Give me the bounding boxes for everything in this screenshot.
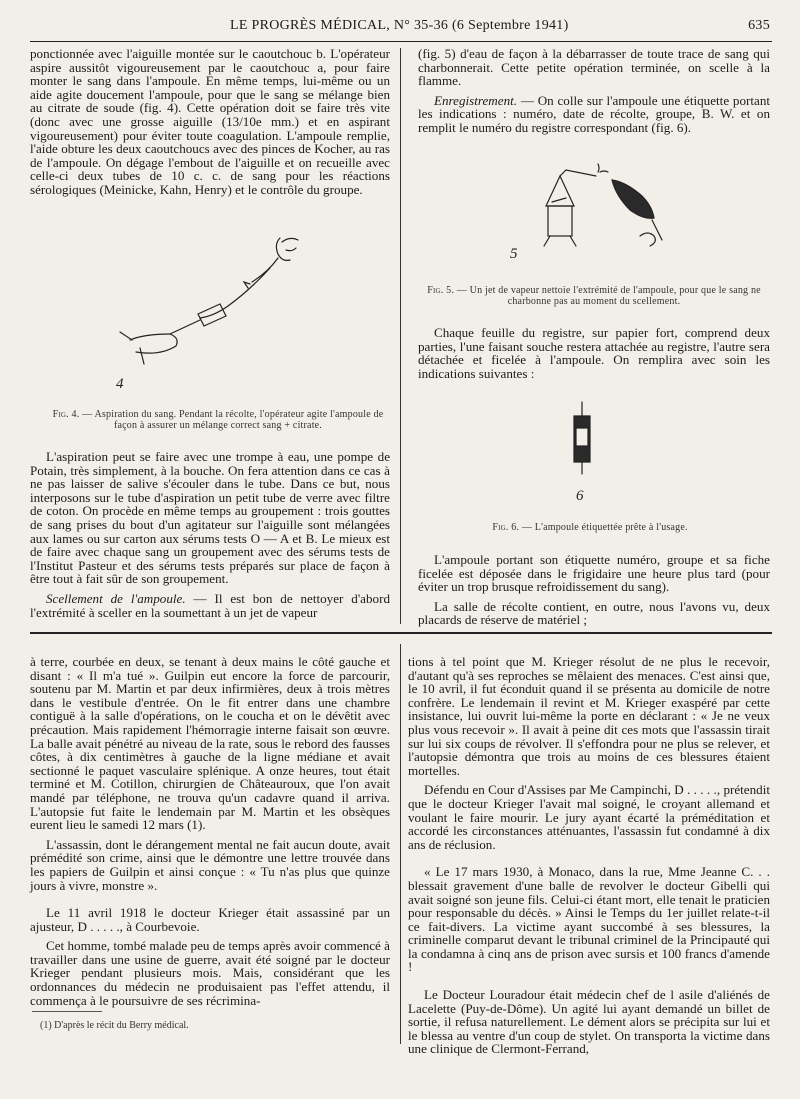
figure-6-label: Fig. 6.	[492, 522, 520, 533]
top-right-column-c	[418, 553, 770, 627]
ampoule-label	[576, 428, 588, 446]
figure-4-caption	[52, 409, 384, 431]
steam-flask	[546, 176, 574, 206]
paragraph-registre: Chaque feuille du registre, sur papier fort, comprend deux parties, l'une faisant souche restera attachée au registre, l'autre sera détachée et ficelée à l'ampoule. On remplira avec soin les indications suivantes :	[418, 325, 770, 381]
heading-scellement: Scellement de l'ampoule.	[46, 590, 186, 606]
top-left-column-a	[30, 47, 390, 197]
paragraph-campinchi: Défendu en Cour d'Assises par Me Campinchi, D . . . . ., prétendit que le docteur Krieger l'avait mal soigné, le croyant allemand et voulant le faire mourir. Le jury ayant écarté la préméditation et accordé les circonstances atténuantes, l'assassin fut condamné à dix ans de réclusion.	[408, 782, 770, 852]
section-separator	[30, 632, 772, 634]
figure-6-text: — L'ampoule étiquettée prête à l'usage.	[519, 522, 688, 533]
header-rule	[30, 41, 772, 42]
aspiration-arrow	[244, 258, 278, 288]
ampoule-sealed	[612, 180, 654, 218]
top-right-column-b	[418, 326, 770, 380]
top-right-column-a	[418, 47, 770, 135]
bottom-column-divider	[400, 644, 401, 1044]
figure-4-number: 4	[116, 376, 124, 392]
paragraph-krieger: Le 11 avril 1918 le docteur Krieger était assassiné par un ajusteur, D . . . . ., à Courbevoie.	[30, 905, 390, 934]
top-column-divider	[400, 48, 401, 624]
paragraph-frigidaire: L'ampoule portant son étiquette numéro, groupe et sa fiche ficelée est déposée dans le frigidaire une heure plus tard (pour éviter un trop brusque refroidissement du sang).	[418, 552, 770, 595]
footnote-rule	[32, 1011, 102, 1012]
figure-4-drawing	[110, 228, 310, 398]
figure-4-text: — Aspiration du sang. Pendant la récolte, l'opérateur agite l'ampoule de façon à assurer un mélange correct sang + citrate.	[79, 409, 384, 431]
paragraph-krieger-end: tions à tel point que M. Krieger résolut de ne plus le recevoir, d'autant qu'à ses reproches se mêlaient des menaces. C'est ainsi que, le 10 avril, il fut éconduit quand il se présenta au domicile de notre confrère. Le lendemain il revint et M. Krieger exaspéré par cette insistance, lui ouvrit lui-même la porte en déclarant : « Je ne veux plus vous recevoir ». Il avait à peine dit ces mots que l'assassin tirait sur lui six coups de révolver. Il s'effondra pour ne plus se relever, et l'autopsie démontra que trois au moins de ces blessures étaient mortelles.	[408, 654, 770, 778]
figure-5-number: 5	[510, 246, 518, 262]
top-left-column-b	[30, 450, 390, 619]
figure-6-drawing	[560, 402, 610, 502]
paragraph-blood-collection: ponctionnée avec l'aiguille montée sur le caoutchouc b. L'opérateur aspire aussitôt vigoureusement par le caoutchouc a, pour faire monter le sang dans l'ampoule. En même temps, lui-même ou un aide agite doucement l'ampoule, pour que le sang se mélange bien au citrate de soude (fig. 4). Cette opération doit se faire très vite (donc avec une grosse aiguille (13/10e mm.) et en aspirant vigoureusement) pour éviter toute coagulation. L'ampoule remplie, l'aide obture les deux caoutchoucs avec des pinces de Kocher, au ras de l'ampoule. On dégage l'embout de l'aiguille et on recueille avec celle-ci deux tubes de 10 c. c. de sang pour les réactions sérologiques (Meinicke, Kahn, Henry) et le contrôle du groupe.	[30, 46, 390, 197]
paragraph-assassin: L'assassin, dont le dérangement mental ne fait aucun doute, avait prémédité son crime, ainsi que le démontre une lettre trouvée dans les papiers de Guilpin et ainsi conçue : « Tu n'as plus que quinze jours à vivre, monstre ».	[30, 836, 390, 893]
figure-5-text: — Un jet de vapeur nettoie l'extrémité de l'ampoule, pour que le sang ne charbonne pas au moment du scellement.	[454, 285, 761, 307]
holding-hand	[640, 220, 662, 246]
paragraph-guilpin: à terre, courbée en deux, se tenant à deux mains le côté gauche et disant : « Il m'a tué ». Guilpin eut encore la force de parcourir, soutenu par M. Martin et par deux infirmières, deux à trois mètres dans le vestibule d'entrée. On le fit entrer dans une chambre contiguë à la salle d'opérations, on le coucha et on le dévêtit avec précaution. Mais rapidement l'hémorragie interne faisait son œuvre. La balle avait pénétré au niveau de la rate, sous le rebord des fausses côtes, à dix centimètres à gauche de la ligne médiane et avait sectionné le paquet vasculaire splénique. A onze heures, tout était terminé et M. Cotillon, chirurgien de Châteauroux, que l'on avait mandé par téléphone, ne trouva qu'un cadavre quand il arriva. L'autopsie fut faite le lendemain par M. Martin et les obsèques eurent lieu le samedi 12 mars (1).	[30, 654, 390, 833]
steam-jet	[560, 164, 608, 176]
operator-face-sketch	[276, 238, 298, 260]
bottom-right-column	[408, 655, 770, 1056]
paragraph-monaco: « Le 17 mars 1930, à Monaco, dans la rue, Mme Jeanne C. . . blessait gravement d'une balle de revolver le docteur Gibelli qui avait soigné son jeune fils. Celui-ci étant mort, elle tenait le praticien pour responsable du décès. » Ainsi le Temps du 1er juillet relate-t-il ce fait-divers. La victime ayant succombé à ses blessures, la criminelle comparut devant le tribunal criminel de la Principauté qui la condamna à cinq ans de prison avec sursis et 100 francs d'amende !	[408, 864, 770, 975]
paragraph-cet-homme: Cet homme, tombé malade peu de temps après avoir commencé à travailler dans une usine de guerre, avait été soigné par le docteur Krieger pendant plusieurs mois. Mais, considérant que les ordonnances du médecin ne produisaient pas l'effet attendu, il commença à le poursuivre de ses récrimina-	[30, 938, 390, 1008]
paragraph-steam: (fig. 5) d'eau de façon à la débarrasser de toute trace de sang qui charbonnerait. Cette petite opération terminée, on scelle à la flamme.	[418, 46, 770, 89]
figure-5-caption	[420, 285, 768, 307]
footnote: (1) D'après le récit du Berry médical.	[40, 1020, 189, 1031]
paragraph-aspiration: L'aspiration peut se faire avec une trompe à eau, une pompe de Potain, très simplement, à la bouche. On fera attention dans ce cas à ne pas laisser de salive s'écouler dans le tube. Dans ce but, nous interposons sur le tube d'aspiration un petit tube de verre avec filtre de coton. On procède en même temps au groupement : trois gouttes de sang prises du bout d'un agitateur sur l'aiguille sont mélangées aux lames ou sur carton aux sérums tests O — A et B. Le mieux est de faire avec chaque sang un groupement avec des sérums tests de l'Institut Pasteur et des sérums tests préparés sur place de façon à être tout à fait sûr de son groupement.	[30, 449, 390, 587]
paragraph-scellement: — Il est bon de nettoyer d'abord l'extrémité à sceller en la soumettant à un jet de vapeur	[30, 590, 390, 620]
figure-5-label: Fig. 5.	[427, 285, 455, 296]
figure-4-label: Fig. 4.	[52, 409, 80, 420]
page-header	[30, 18, 770, 40]
flask-stand	[548, 206, 572, 236]
paragraph-louradour: Le Docteur Louradour était médecin chef de l asile d'aliénés de Lacelette (Puy-de-Dôme). Un agité lui ayant demandé un billet de sortie, il refusa naturellement. Le dément alors se précipita sur lui et le blessa au ventre d'un coup de stylet. On transporta la victime dans une clinique de Clermont-Ferrand,	[408, 987, 770, 1057]
aspiration-tube	[200, 268, 270, 318]
paragraph-salle: La salle de récolte contient, en outre, nous l'avons vu, deux placards de réserve de matériel ;	[418, 598, 770, 628]
figure-6-number: 6	[576, 488, 584, 504]
bottom-left-column	[30, 655, 390, 1007]
paragraph-enregistrement: — On colle sur l'ampoule une étiquette portant les indications : numéro, date de récolte, groupe, B. W. et on remplit le numéro du registre correspondant (fig. 6).	[418, 92, 770, 135]
figure-5-drawing	[500, 162, 680, 270]
page-number: 635	[748, 18, 770, 33]
heading-enregistrement: Enregistrement.	[434, 92, 518, 108]
figure-6-caption	[440, 522, 740, 533]
running-title: LE PROGRÈS MÉDICAL, N° 35-36 (6 Septembre 1941)	[230, 18, 569, 33]
stand-legs	[544, 198, 576, 246]
